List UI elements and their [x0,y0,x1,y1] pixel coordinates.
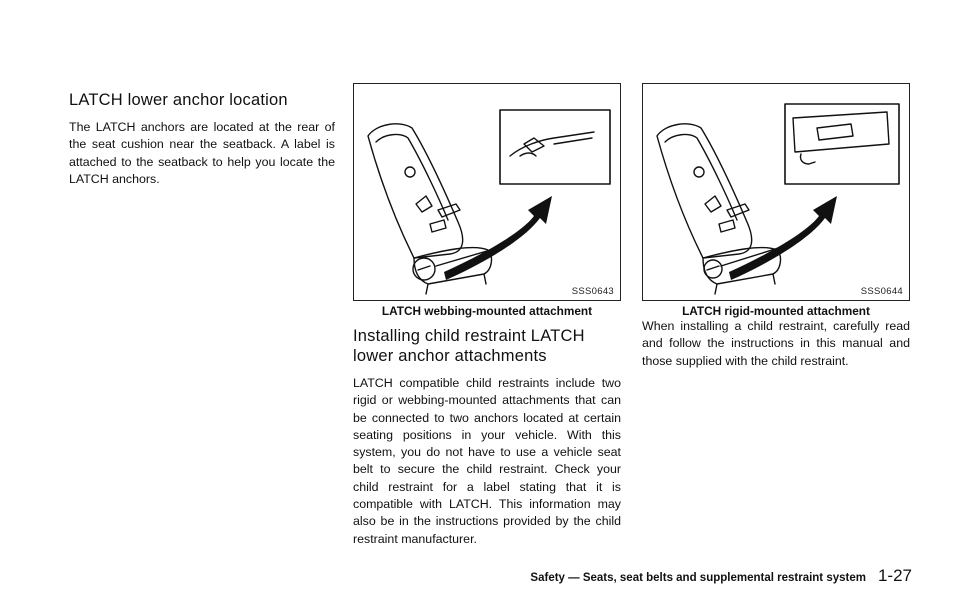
figure-caption-rigid: LATCH rigid-mounted attachment [682,304,870,318]
installing-instructions-paragraph: When installing a child restraint, carefully read and follow the instructions in this manual and those supplied with the child restraint. [642,319,910,368]
middle-column [353,326,621,548]
figure-caption-webbing: LATCH webbing-mounted attachment [381,304,593,318]
installing-latch-paragraph: LATCH compatible child restraints include two rigid or webbing-mounted attachments that can be connected to two anchors located at certain seating positions in your vehicle. With this system, you do not have to use a vehicle seat belt to secure the child restraint. Check your child restraint for a label stating that it is compatible with LATCH. This information may also be in the instructions provided by the child restraint manufacturer. [353,376,621,546]
page-footer [530,566,912,586]
figure-code: SSS0644 [860,286,903,297]
figure-code: SSS0643 [571,286,614,297]
figure-rigid-mounted [642,83,910,301]
seat-webbing-illustration [354,84,620,300]
figure-webbing-mounted [353,83,621,301]
page-number: 1-27 [877,566,912,585]
left-column [69,90,335,188]
chapter-title: Safety — Seats, seat belts and supplemental restraint system [530,572,866,584]
section-heading-installing-latch: Installing child restraint LATCH lower anchor attachments [353,327,585,365]
seat-rigid-illustration [643,84,909,300]
latch-location-paragraph: The LATCH anchors are located at the rear of the seat cushion near the seatback. A label is attached to the seatback to help you locate the LATCH anchors. [69,120,335,186]
section-heading-latch-location: LATCH lower anchor location [69,91,288,109]
right-column [642,318,910,370]
